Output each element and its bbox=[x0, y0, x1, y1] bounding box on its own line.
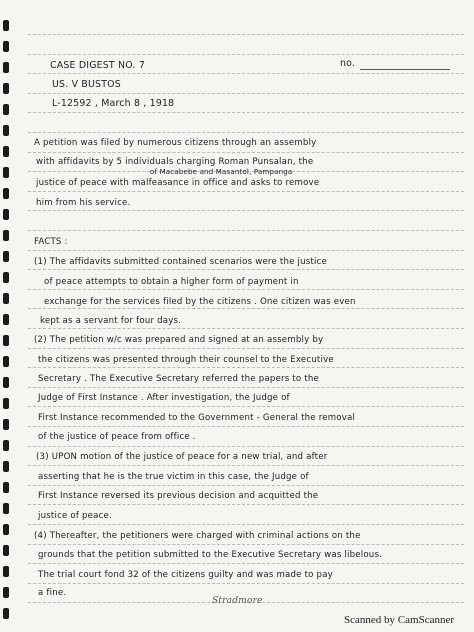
ruled-line bbox=[28, 289, 464, 290]
ruled-line bbox=[28, 328, 464, 329]
binding-hole bbox=[3, 566, 9, 577]
facts-line: (3) UPON motion of the justice of peace for a new trial, and after bbox=[36, 452, 328, 462]
docket-number: L-12592 , March 8 , 1918 bbox=[52, 98, 175, 109]
facts-line: kept as a servant for four days. bbox=[40, 316, 182, 326]
binding-hole bbox=[3, 419, 9, 430]
ruled-line bbox=[28, 406, 464, 407]
ruled-line bbox=[28, 210, 464, 211]
binding-hole bbox=[3, 293, 9, 304]
facts-line: exchange for the services filed by the citizens . One citizen was even bbox=[44, 297, 356, 307]
facts-line: Judge of First Instance . After investigation, the Judge of bbox=[38, 393, 290, 403]
case-title: CASE DIGEST NO. 7 bbox=[50, 60, 145, 71]
no-label: no. bbox=[340, 58, 356, 69]
facts-line: (4) Thereafter, the petitioners were charged with criminal actions on the bbox=[34, 531, 361, 541]
facts-heading: FACTS : bbox=[34, 237, 68, 247]
ruled-line bbox=[28, 465, 464, 466]
ruled-line bbox=[28, 152, 464, 153]
binding-hole bbox=[3, 41, 9, 52]
facts-line: justice of peace. bbox=[38, 511, 112, 521]
summary-line-3: justice of peace with malfeasance in office and asks to remove bbox=[36, 178, 320, 188]
ruled-line bbox=[28, 426, 464, 427]
ruled-line bbox=[28, 54, 464, 55]
no-field-line bbox=[360, 69, 450, 70]
ruled-line bbox=[28, 387, 464, 388]
ruled-line bbox=[28, 112, 464, 113]
binding-hole bbox=[3, 272, 9, 283]
binding-hole bbox=[3, 545, 9, 556]
ruled-line bbox=[28, 485, 464, 486]
ruled-line bbox=[28, 563, 464, 564]
summary-insert: of Macabebe and Masantol, Pampanga bbox=[150, 168, 293, 176]
binding-hole bbox=[3, 104, 9, 115]
binding-hole bbox=[3, 377, 9, 388]
ruled-line bbox=[28, 230, 464, 231]
facts-line: grounds that the petition submitted to the Executive Secretary was libelous. bbox=[38, 550, 383, 560]
binding-hole bbox=[3, 20, 9, 31]
binding-hole bbox=[3, 62, 9, 73]
facts-line: asserting that he is the true victim in this case, the Judge of bbox=[38, 472, 309, 482]
summary-line-1: A petition was filed by numerous citizens through an assembly bbox=[34, 138, 317, 148]
facts-line: of peace attempts to obtain a higher form of payment in bbox=[44, 277, 299, 287]
binding-hole bbox=[3, 440, 9, 451]
spiral-binding bbox=[0, 0, 14, 632]
binding-hole bbox=[3, 125, 9, 136]
ruled-line bbox=[28, 269, 464, 270]
binding-hole bbox=[3, 587, 9, 598]
ruled-line bbox=[28, 583, 464, 584]
ruled-line bbox=[28, 367, 464, 368]
facts-line: First Instance reversed its previous decision and acquitted the bbox=[38, 491, 319, 501]
facts-line: First Instance recommended to the Government - General the removal bbox=[38, 413, 356, 423]
binding-hole bbox=[3, 356, 9, 367]
ruled-line bbox=[28, 250, 464, 251]
ruled-line bbox=[28, 73, 464, 74]
binding-hole bbox=[3, 608, 9, 619]
case-name: US. V BUSTOS bbox=[52, 79, 121, 90]
binding-hole bbox=[3, 146, 9, 157]
ruled-line bbox=[28, 132, 464, 133]
ruled-line bbox=[28, 544, 464, 545]
facts-line: the citizens was presented through their counsel to the Executive bbox=[38, 355, 334, 365]
ruled-line bbox=[28, 93, 464, 94]
ruled-line bbox=[28, 504, 464, 505]
binding-hole bbox=[3, 398, 9, 409]
binding-hole bbox=[3, 524, 9, 535]
ruled-line bbox=[28, 34, 464, 35]
facts-line: (2) The petition w/c was prepared and signed at an assembly by bbox=[34, 335, 324, 345]
binding-hole bbox=[3, 230, 9, 241]
binding-hole bbox=[3, 335, 9, 346]
facts-line: a fine. bbox=[38, 588, 67, 598]
binding-hole bbox=[3, 251, 9, 262]
binding-hole bbox=[3, 503, 9, 514]
facts-line: (1) The affidavits submitted contained scenarios were the justice bbox=[34, 257, 328, 267]
ruled-line bbox=[28, 446, 464, 447]
summary-line-2: with affidavits by 5 individuals charging Roman Punsalan, the bbox=[36, 157, 314, 167]
binding-hole bbox=[3, 209, 9, 220]
summary-line-4: him from his service. bbox=[36, 198, 131, 208]
binding-hole bbox=[3, 461, 9, 472]
ruled-line bbox=[28, 348, 464, 349]
binding-hole bbox=[3, 188, 9, 199]
binding-hole bbox=[3, 167, 9, 178]
ruled-line bbox=[28, 524, 464, 525]
facts-line: The trial court fond 32 of the citizens guilty and was made to pay bbox=[38, 570, 333, 580]
binding-hole bbox=[3, 482, 9, 493]
ruled-line bbox=[28, 308, 464, 309]
binding-hole bbox=[3, 314, 9, 325]
facts-line: of the justice of peace from office . bbox=[38, 432, 196, 442]
scanner-watermark: Scanned by CamScanner bbox=[344, 614, 454, 626]
binding-hole bbox=[3, 83, 9, 94]
signature: Stradmore bbox=[212, 596, 263, 606]
facts-line: Secretary . The Executive Secretary referred the papers to the bbox=[38, 374, 319, 384]
ruled-line bbox=[28, 191, 464, 192]
